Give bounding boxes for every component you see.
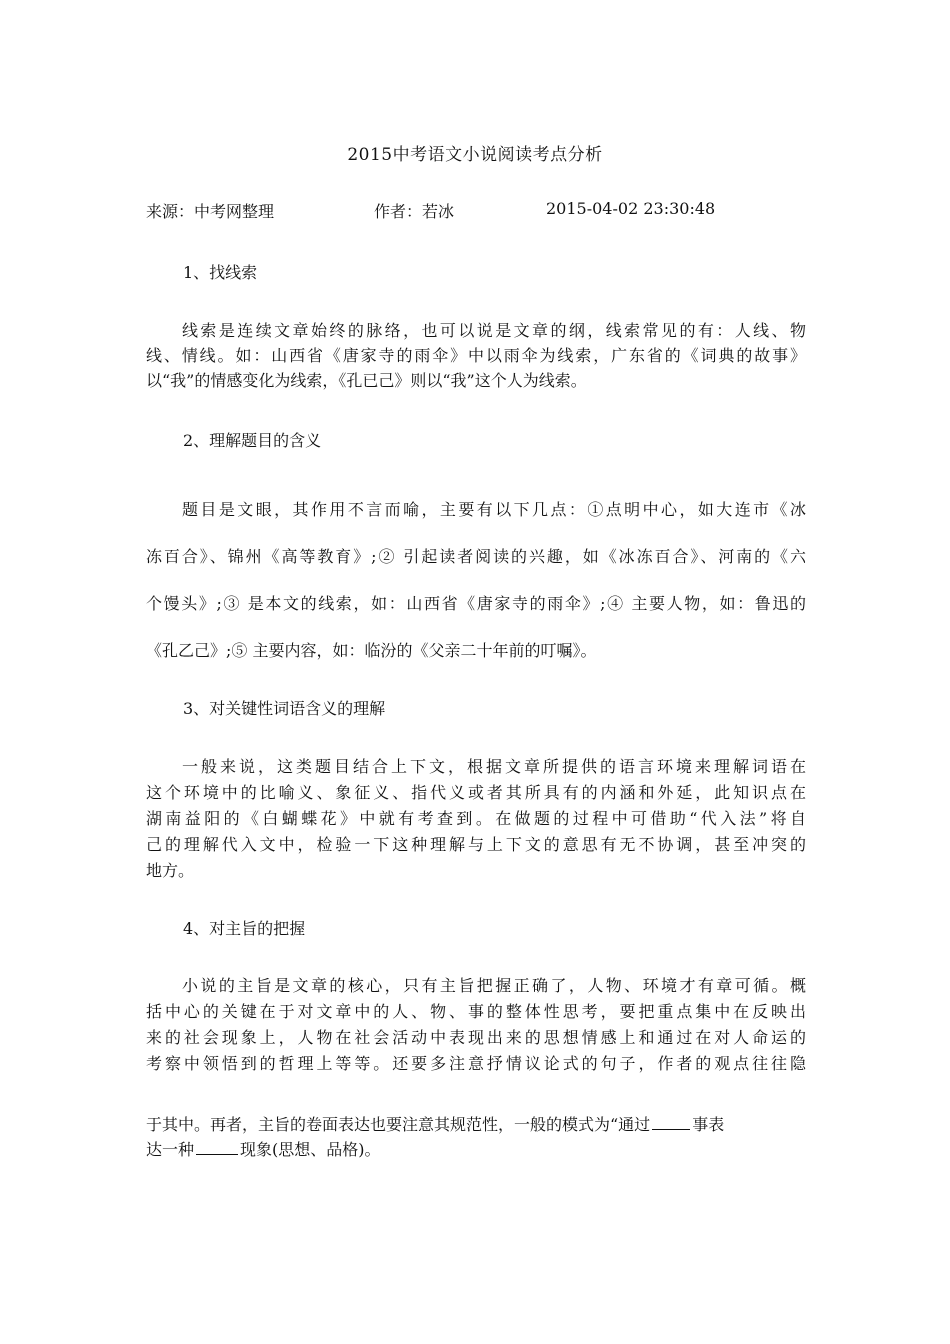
line-text: 于其中。再者，主旨的卷面表达也要注意其规范性，一般的模式为“通过 bbox=[146, 1115, 651, 1134]
paragraph-line: 地方。 bbox=[146, 861, 195, 880]
paragraph-line: 考察中领悟到的哲理上等等。还要多注意抒情议论式的句子，作者的观点往往隐 bbox=[146, 1054, 806, 1073]
section-heading: 1、找线索 bbox=[183, 263, 258, 282]
paragraph-line: 己的理解代入文中，检验一下这种理解与上下文的意思有无不协调，甚至冲突的 bbox=[146, 835, 806, 854]
line-text: 现象(思想、品格)。 bbox=[240, 1140, 381, 1159]
section-paragraph bbox=[146, 318, 806, 393]
paragraph-line bbox=[146, 1112, 806, 1138]
section-heading: 2、理解题目的含义 bbox=[183, 431, 322, 450]
paragraph-line: 以“我”的情感变化为线索，《孔已己》则以“我”这个人为线索。 bbox=[146, 371, 587, 390]
paragraph-line: 线、情线。如：山西省《唐家寺的雨伞》中以雨伞为线索，广东省的《词典的故事》 bbox=[146, 346, 806, 365]
paragraph-line: 湖南益阳的《白蝴蝶花》中就有考查到。在做题的过程中可借助“代入法”将自 bbox=[146, 809, 806, 828]
section-paragraph bbox=[146, 754, 806, 884]
fill-in-blank bbox=[196, 1140, 238, 1155]
paragraph-line: 题目是文眼，其作用不言而喻，主要有以下几点：①点明中心，如大连市《冰 bbox=[182, 500, 806, 519]
section-heading: 3、对关键性词语含义的理解 bbox=[183, 699, 386, 718]
paragraph-line: 线索是连续文章始终的脉络，也可以说是文章的纲，线索常见的有：人线、物 bbox=[182, 321, 806, 340]
section-paragraph bbox=[146, 973, 806, 1077]
paragraph-line: 冻百合》、锦州《高等教育》;② 引起读者阅读的兴趣，如《冰冻百合》、河南的《六 bbox=[146, 547, 806, 566]
paragraph-line: 一般来说，这类题目结合上下文，根据文章所提供的语言环境来理解词语在 bbox=[182, 757, 806, 776]
line-text: 事表 bbox=[692, 1115, 725, 1134]
section-paragraph-continued bbox=[146, 1112, 806, 1138]
paragraph-line bbox=[146, 1137, 806, 1163]
paragraph-line: 这个环境中的比喻义、象征义、指代义或者其所具有的内涵和外延，此知识点在 bbox=[146, 783, 806, 802]
paragraph-line: 括中心的关键在于对文章中的人、物、事的整体性思考，要把重点集中在反映出 bbox=[146, 1002, 806, 1021]
line-text: 达一种 bbox=[146, 1140, 195, 1159]
section-heading: 4、对主旨的把握 bbox=[183, 919, 306, 938]
paragraph-line: 小说的主旨是文章的核心，只有主旨把握正确了，人物、环境才有章可循。概 bbox=[182, 976, 806, 995]
section-paragraph bbox=[146, 486, 806, 674]
fill-in-blank bbox=[652, 1115, 690, 1130]
paragraph-line: 来的社会现象上，人物在社会活动中表现出来的思想情感上和通过在对人命运的 bbox=[146, 1028, 806, 1047]
paragraph-line: 《孔乙己》;⑤ 主要内容，如：临汾的《父亲二十年前的叮嘱》。 bbox=[146, 641, 597, 660]
source-label: 来源：中考网整理 bbox=[146, 202, 275, 221]
document-title: 2015中考语文小说阅读考点分析 bbox=[347, 145, 603, 165]
author-label: 作者：若冰 bbox=[374, 202, 455, 221]
section-paragraph-continued bbox=[146, 1137, 806, 1163]
paragraph-line: 个馒头》;③ 是本文的线索，如：山西省《唐家寺的雨伞》;④ 主要人物，如：鲁迅的 bbox=[146, 594, 806, 613]
publish-datetime: 2015-04-02 23:30:48 bbox=[546, 199, 716, 218]
